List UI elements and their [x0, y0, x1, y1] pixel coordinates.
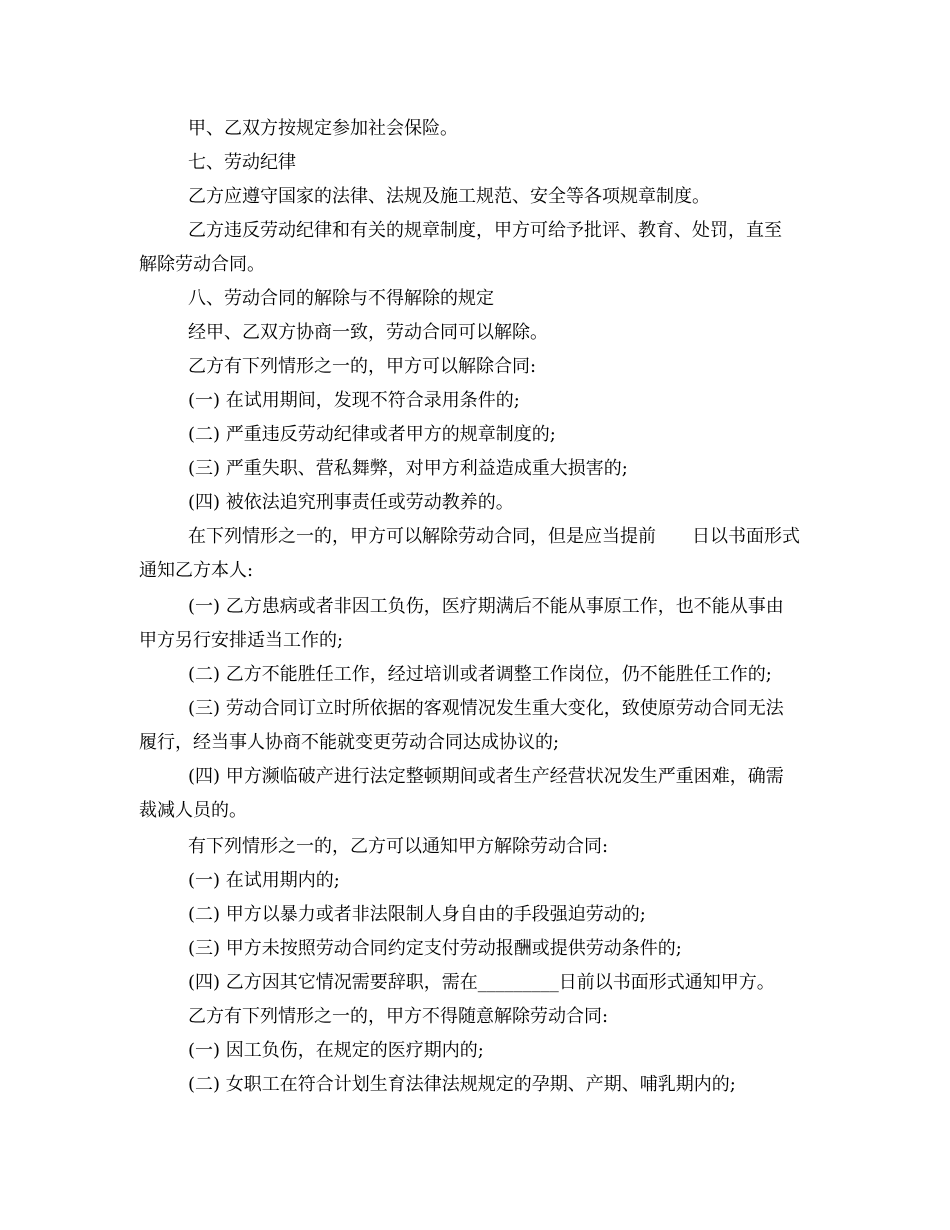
list-item: (四) 被依法追究刑事责任或劳动教养的。 [188, 492, 514, 513]
paragraph-line: 有下列情形之一的，乙方可以通知甲方解除劳动合同: [188, 836, 609, 857]
list-item: (一) 在试用期内的; [188, 870, 340, 891]
paragraph-line: 通知乙方本人: [139, 560, 254, 581]
section-heading: 八、劳动合同的解除与不得解除的规定 [188, 288, 494, 309]
section-heading: 七、劳动纪律 [188, 152, 296, 173]
paragraph-line: 经甲、乙双方协商一致，劳动合同可以解除。 [188, 322, 548, 343]
list-item: (一) 在试用期间，发现不符合录用条件的; [188, 390, 520, 411]
list-item: (一) 乙方患病或者非因工负伤，医疗期满后不能从事原工作，也不能从事由 [188, 596, 784, 617]
list-item: 甲方另行安排适当工作的; [139, 630, 344, 651]
list-item: (四) 甲方濒临破产进行法定整顿期间或者生产经营状况发生严重困难，确需 [188, 766, 784, 787]
paragraph-line: 甲、乙双方按规定参加社会保险。 [188, 118, 458, 139]
paragraph-line: 乙方应遵守国家的法律、法规及施工规范、安全等各项规章制度。 [188, 186, 710, 207]
paragraph-line: 在下列情形之一的，甲方可以解除劳动合同，但是应当提前 日以书面形式 [188, 526, 800, 547]
list-item: (二) 严重违反劳动纪律或者甲方的规章制度的; [188, 424, 556, 445]
paragraph-line: 乙方违反劳动纪律和有关的规章制度，甲方可给予批评、教育、处罚，直至 [188, 220, 782, 241]
paragraph-line: 乙方有下列情形之一的，甲方不得随意解除劳动合同: [188, 1006, 609, 1027]
list-item: (二) 乙方不能胜任工作，经过培训或者调整工作岗位，仍不能胜任工作的; [188, 664, 772, 685]
list-item: (二) 女职工在符合计划生育法律法规规定的孕期、产期、哺乳期内的; [188, 1074, 736, 1095]
paragraph-line: 乙方有下列情形之一的，甲方可以解除合同: [188, 356, 537, 377]
paragraph-line: 解除劳动合同。 [139, 254, 265, 275]
list-item: 履行，经当事人协商不能就变更劳动合同达成协议的; [139, 732, 560, 753]
list-item: (三) 劳动合同订立时所依据的客观情况发生重大变化，致使原劳动合同无法 [188, 698, 784, 719]
list-item: (一) 因工负伤，在规定的医疗期内的; [188, 1040, 484, 1061]
list-item: (二) 甲方以暴力或者非法限制人身自由的手段强迫劳动的; [188, 904, 646, 925]
list-item: (三) 严重失职、营私舞弊，对甲方利益造成重大损害的; [188, 458, 628, 479]
list-item: (四) 乙方因其它情况需要辞职，需在_________日前以书面形式通知甲方。 [188, 972, 775, 993]
list-item: (三) 甲方未按照劳动合同约定支付劳动报酬或提供劳动条件的; [188, 938, 682, 959]
list-item: 裁减人员的。 [139, 800, 247, 821]
